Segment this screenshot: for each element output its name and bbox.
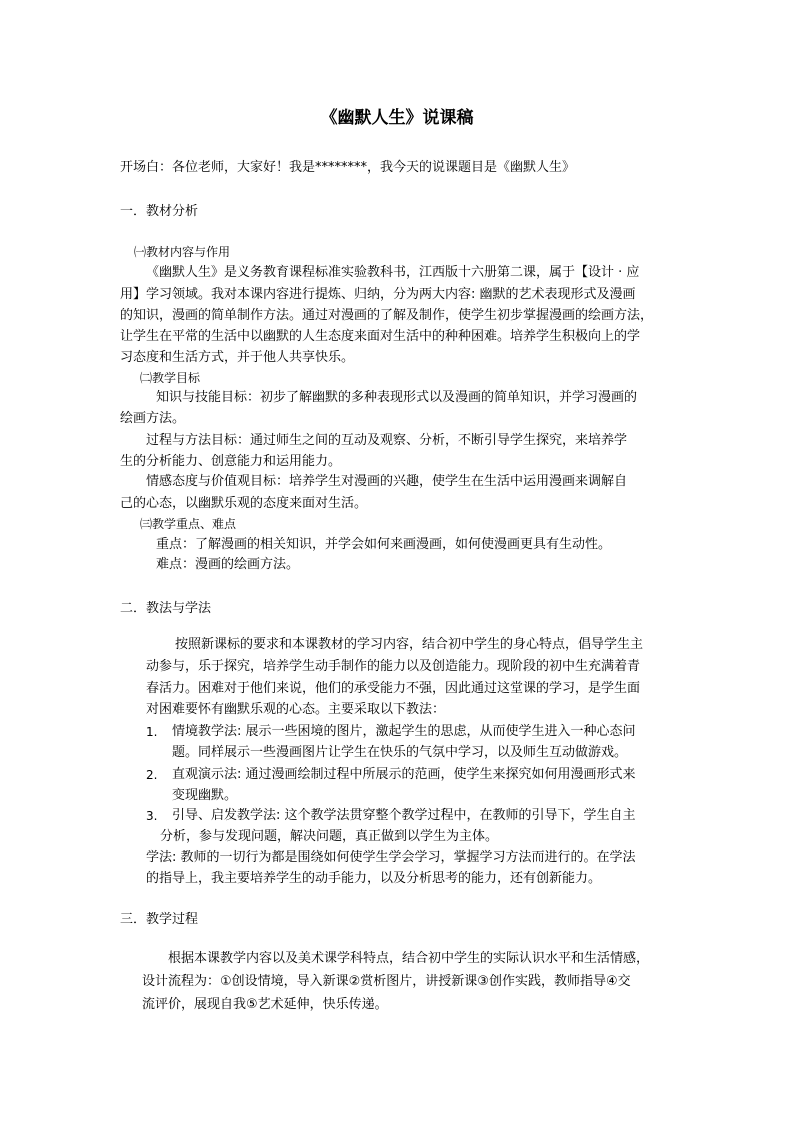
opening-remarks: 开场白：各位老师，大家好！我是********，我今天的说课题目是《幽默人生》 xyxy=(120,160,576,175)
subsection-heading: ㈠教材内容与作用 xyxy=(134,245,231,259)
list-item-line: 分析，参与发现问题，解决问题，真正做到以学生为主体。 xyxy=(160,829,499,844)
section-heading: 二．教法与学法 xyxy=(120,601,212,616)
paragraph-line: 对困难要怀有幽默乐观的心态。主要采取以下教法： xyxy=(146,702,446,717)
list-item-line: 情境教学法: 展示一些困境的图片，激起学生的思虑，从而使学生进入一种心态问 xyxy=(172,724,636,739)
paragraph-line: 《幽默人生》是义务教育课程标准实验教科书，江西版十六册第二课，属于【设计 · 应 xyxy=(146,265,640,280)
section-heading: 一．教材分析 xyxy=(120,204,199,219)
section-heading: 三．教学过程 xyxy=(120,912,199,927)
paragraph-line: 情感态度与价值观目标：培养学生对漫画的兴趣，使学生在生活中运用漫画来调解自 xyxy=(146,474,628,489)
document-title: 《幽默人生》说课稿 xyxy=(320,108,474,128)
list-number: 1. xyxy=(146,725,158,739)
paragraph-line: 重点：了解漫画的相关知识，并学会如何来画漫画，如何使漫画更具有生动性。 xyxy=(156,537,612,552)
paragraph-line: 学法: 教师的一切行为都是围绕如何使学生学会学习，掌握学习方法而进行的。在学法 xyxy=(146,850,636,865)
subsection-heading: ㈢教学重点、难点 xyxy=(140,517,237,531)
paragraph-line: 己的心态，以幽默乐观的态度来面对生活。 xyxy=(120,496,368,511)
paragraph-line: 根据本课教学内容以及美术课学科特点，结合初中学生的实际认识水平和生活情感， xyxy=(168,951,650,966)
paragraph-line: 让学生在平常的生活中以幽默的人生态度来面对生活中的种种困难。培养学生积极向上的学 xyxy=(120,329,641,344)
list-item-line: 直观演示法: 通过漫画绘制过程中所展示的范画，使学生来探究如何用漫画形式来 xyxy=(172,767,636,782)
paragraph-line: 用】学习领域。我对本课内容进行提炼、归纳，分为两大内容: 幽默的艺术表现形式及漫画 xyxy=(120,287,636,302)
subsection-heading: ㈡教学目标 xyxy=(140,371,201,385)
paragraph-line: 按照新课标的要求和本课教材的学习内容，结合初中学生的身心特点，倡导学生主 xyxy=(175,637,644,652)
paragraph-line: 绘画方法。 xyxy=(120,411,186,426)
list-item-line: 变现幽默。 xyxy=(172,788,238,803)
paragraph-line: 过程与方法目标：通过师生之间的互动及观察、分析，不断引导学生探究，来培养学 xyxy=(146,433,628,448)
list-item-line: 题。同样展示一些漫画图片让学生在快乐的气氛中学习，以及师生互动做游戏。 xyxy=(172,745,628,760)
paragraph-line: 流评价，展现自我⑤艺术延伸，快乐传递。 xyxy=(142,997,388,1012)
list-number: 2. xyxy=(146,768,158,782)
paragraph-line: 生的分析能力、创意能力和运用能力。 xyxy=(120,454,342,469)
list-item-line: 引导、启发教学法: 这个教学法贯穿整个教学过程中，在教师的引导下，学生自主 xyxy=(172,808,636,823)
list-number: 3. xyxy=(146,809,158,823)
paragraph-line: 难点：漫画的绘画方法。 xyxy=(156,557,300,572)
paragraph-line: 春活力。困难对于他们来说，他们的承受能力不强，因此通过这堂课的学习，是学生面 xyxy=(146,681,641,696)
paragraph-line: 习态度和生活方式，并于他人共享快乐。 xyxy=(120,350,355,365)
paragraph-line: 动参与，乐于探究，培养学生动手制作的能力以及创造能力。现阶段的初中生充满着青 xyxy=(146,659,641,674)
paragraph-line: 的指导上，我主要培养学生的动手能力，以及分析思考的能力，还有创新能力。 xyxy=(146,871,602,886)
paragraph-line: 的知识，漫画的简单制作方法。通过对漫画的了解及制作，使学生初步掌握漫画的绘画方法， xyxy=(120,308,654,323)
paragraph-line: 知识与技能目标：初步了解幽默的多种表现形式以及漫画的简单知识，并学习漫画的 xyxy=(156,390,638,405)
paragraph-line: 设计流程为：①创设情境，导入新课②赏析图片，讲授新课③创作实践，教师指导④交 xyxy=(142,974,631,989)
